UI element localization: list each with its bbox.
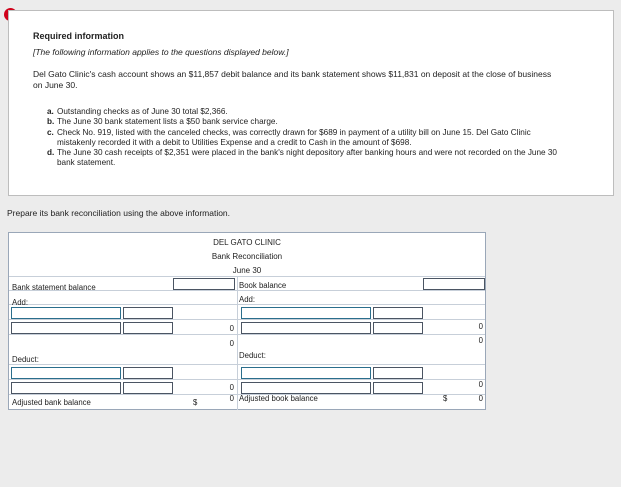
required-information-panel [8,10,614,196]
list-item [47,148,567,169]
item-text: Outstanding checks as of June 30 total $2,366. [57,107,228,116]
bank-deduct-amount-input-2[interactable] [123,382,173,394]
bank-balance-label: Bank statement balance [12,283,96,292]
bank-deduct-label: Deduct: [12,355,39,364]
adjusted-book-balance-value: 0 [478,394,483,403]
book-balance-label: Book balance [239,281,287,290]
info-title: Required information [33,31,125,41]
bank-add-label: Add: [12,298,29,307]
bank-add-subtotal: 0 [229,324,234,333]
book-deduct-amount-input[interactable] [373,367,423,379]
item-letter: a. [47,107,54,116]
book-add-amount-input-2[interactable] [373,322,423,334]
table-header [9,233,485,276]
report-title: Bank Reconciliation [211,252,283,261]
item-text: Check No. 919, listed with the canceled checks, was correctly drawn for $689 in payment of a utility bill on June 15. Del Gato Clinic mistakenly recorded it with a debit to Utilities Expense and a credit to Cash in the amount of $698. [57,127,531,147]
report-date: June 30 [9,266,485,277]
bank-deduct-amount-input[interactable] [123,367,173,379]
company-name: DEL GATO CLINIC [213,238,281,247]
list-item [47,117,567,127]
item-letter: b. [47,117,55,127]
book-balance-input[interactable] [423,278,485,290]
bank-deduct-subtotal: 0 [229,383,234,392]
info-subtitle: [The following information applies to the questions displayed below.] [33,47,289,57]
bank-currency-symbol: $ [193,398,198,407]
info-paragraph: Del Gato Clinic's cash account shows an $11,857 debit balance and its bank statement shows $11,831 on deposit at the close of business on June 30. [33,69,552,90]
item-text: The June 30 cash receipts of $2,351 were placed in the bank's night depository after banking hours and were not recorded on the June 30 bank statement. [57,148,557,168]
bank-add-description-input-2[interactable] [11,322,121,334]
bank-add-subtotal-2: 0 [229,339,234,348]
adjusted-bank-balance-value: 0 [229,394,234,403]
book-deduct-subtotal: 0 [478,380,483,389]
book-add-description-input[interactable] [241,307,371,319]
bank-add-amount-input-2[interactable] [123,322,173,334]
list-item [47,107,567,117]
bank-deduct-description-input[interactable] [11,367,121,379]
book-add-description-input-2[interactable] [241,322,371,334]
book-add-amount-input[interactable] [373,307,423,319]
bank-deduct-description-input-2[interactable] [11,382,121,394]
book-deduct-amount-input-2[interactable] [373,382,423,394]
book-add-subtotal-2: 0 [478,336,483,345]
info-list [47,107,567,169]
bank-add-amount-input[interactable] [123,307,173,319]
book-currency-symbol: $ [443,394,448,403]
book-deduct-description-input[interactable] [241,367,371,379]
bank-reconciliation-table [8,232,486,410]
adjusted-bank-balance-label: Adjusted bank balance [12,398,91,407]
book-add-subtotal: 0 [478,322,483,331]
instruction-text: Prepare its bank reconciliation using the above information. [7,208,231,218]
table-row [9,335,485,365]
item-letter: d. [47,148,55,158]
bank-add-description-input[interactable] [11,307,121,319]
item-text: The June 30 bank statement lists a $50 bank service charge. [57,117,278,127]
book-deduct-description-input-2[interactable] [241,382,371,394]
item-letter: c. [47,127,54,137]
book-add-label: Add: [239,295,256,304]
book-deduct-label: Deduct: [239,351,266,360]
bank-balance-input[interactable] [173,278,235,290]
list-item [47,128,567,149]
adjusted-book-balance-label: Adjusted book balance [239,394,318,403]
